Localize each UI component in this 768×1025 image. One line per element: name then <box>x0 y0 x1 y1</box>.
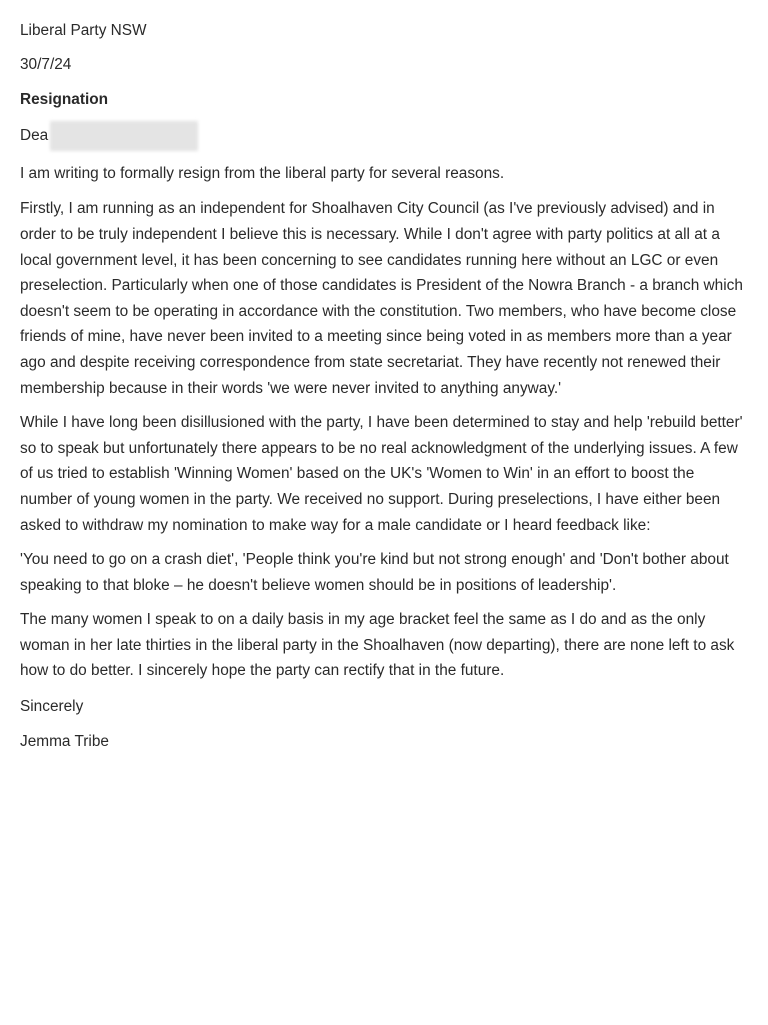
salutation <box>20 121 750 151</box>
letter-closing: Sincerely <box>20 698 84 716</box>
letter-subject: Resignation <box>20 91 109 109</box>
resignation-letter <box>20 18 750 754</box>
signature-name: Jemma Tribe <box>20 732 109 750</box>
paragraph-disillusionment: While I have long been disillusioned with the party, I have been determined to stay and help 'rebuild better' so to speak but unfortunately there appears to be no real acknowledgment of the underlying issues. A few of us tried to establish 'Winning Women' based on the UK's 'Women to Win' in an effort to boost the number of young women in the party. We received no support. During preselections, I have either been asked to withdraw my nomination to make way for a male candidate or I heard feedback like: <box>20 414 743 534</box>
redacted-recipient-name <box>50 121 198 151</box>
salutation-prefix: Dea <box>20 126 49 144</box>
paragraph-intro: I am writing to formally resign from the liberal party for several reasons. <box>20 164 505 182</box>
paragraph-independent-candidacy: Firstly, I am running as an independent for Shoalhaven City Council (as I've previously advised) and in order to be truly independent I believe this is necessary. While I don't agree with party politics at all at a local government level, it has been concerning to see candidates running here without an LGC or even preselection. Particularly when one of those candidates is President of the Nowra Branch - a branch which doesn't seem to be operating in accordance with the constitution. Two members, who have become close friends of mine, have never been invited to a meeting since being voted in as members more than a year ago and despite receiving correspondence from state secretariat. They have recently not renewed their membership because in their words 'we were never invited to anything anyway.' <box>20 200 743 397</box>
paragraph-feedback-quotes: 'You need to go on a crash diet', 'People think you're kind but not strong enough' and 'Don't bother about speaking to that bloke – he doesn't believe women should be in positions of leadership'. <box>20 551 729 594</box>
letter-date: 30/7/24 <box>20 55 72 73</box>
organisation-name: Liberal Party NSW <box>20 22 147 39</box>
paragraph-conclusion: The many women I speak to on a daily basis in my age bracket feel the same as I do and as the only woman in her late thirties in the liberal party in the Shoalhaven (now departing), there are none left to ask how to do better. I sincerely hope the party can rectify that in the future. <box>20 611 735 680</box>
